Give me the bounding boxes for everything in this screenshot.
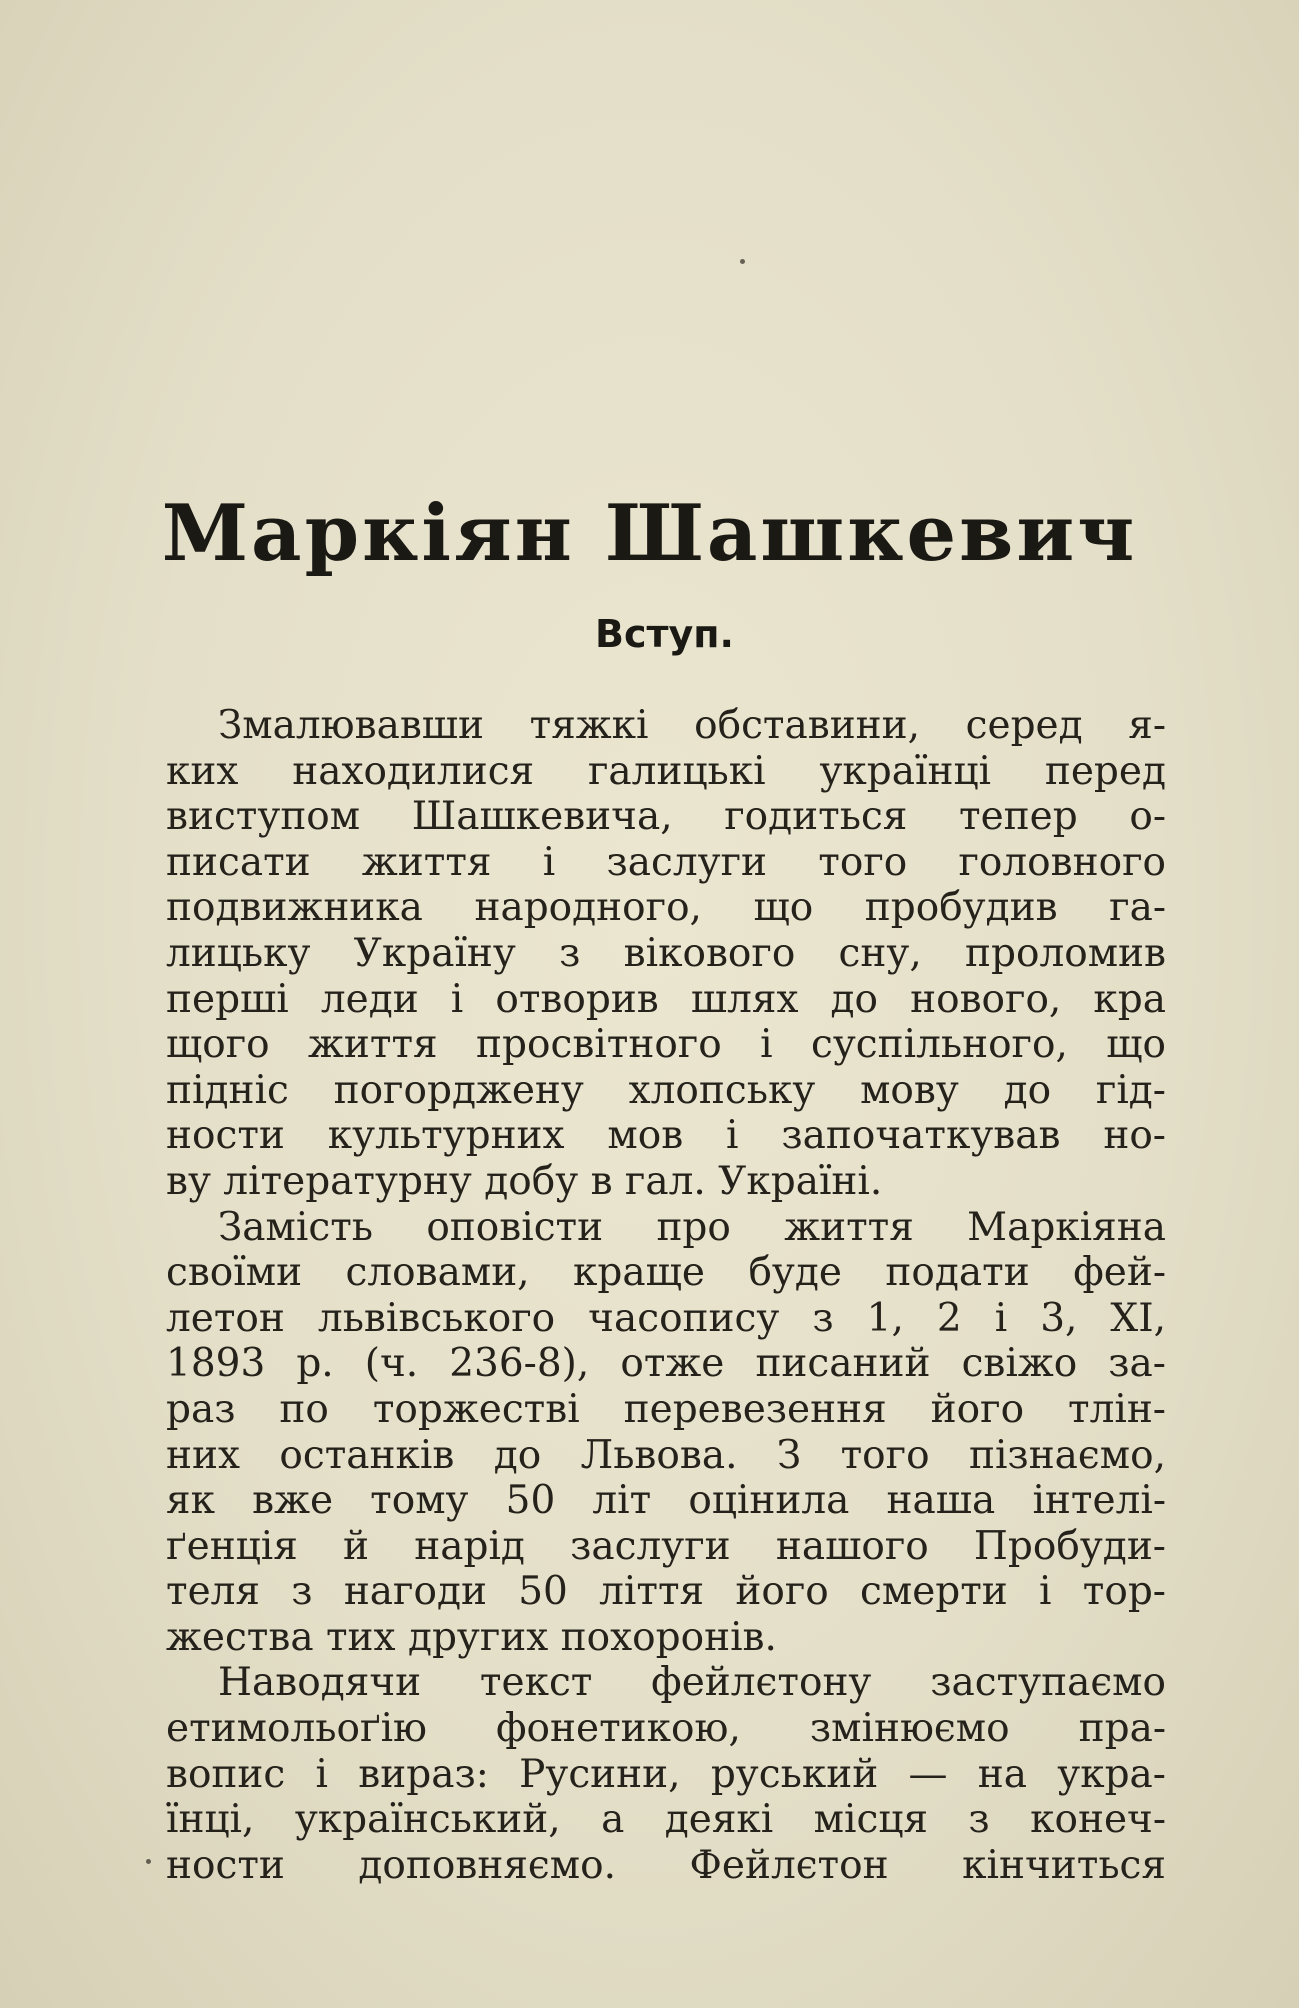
text-line: вопис і вираз: Русини, руський — на укра- [166, 1751, 1166, 1797]
text-line: щого життя просвітного і суспільного, що [166, 1022, 1166, 1068]
text-line: теля з нагоди 50 ліття його смерти і тор- [166, 1569, 1166, 1615]
ink-speck [740, 259, 745, 264]
text-line: їнці, український, а деякі місця з конеч- [166, 1797, 1166, 1843]
ink-speck [146, 1859, 151, 1864]
text-line: подвижника народного, що пробудив га- [166, 885, 1166, 931]
text-line: писати життя і заслуги того головного [166, 839, 1166, 885]
text-line: ности доповняємо. Фейлєтон кінчиться [166, 1842, 1166, 1888]
text-line: етимольоґію фонетикою, змінюємо пра- [166, 1706, 1166, 1752]
text-line: ности культурних мов і започаткував но- [166, 1113, 1166, 1159]
text-line: летон львівського часопису з 1, 2 і 3, XI, [166, 1295, 1166, 1341]
text-line: Наводячи текст фейлєтону заступаємо [218, 1660, 1166, 1706]
text-line: 1893 р. (ч. 236-8), отже писаний свіжо за- [166, 1341, 1166, 1387]
text-line: раз по торжестві перевезення його тлін- [166, 1386, 1166, 1432]
text-line: підніс погорджену хлопську мову до гід- [166, 1067, 1166, 1113]
text-line: як вже тому 50 літ оцінила наша інтелі- [166, 1478, 1166, 1524]
text-line: них останків до Львова. З того пізнаємо, [166, 1432, 1166, 1478]
text-line: ких находилися галицькі українці перед [166, 748, 1166, 794]
text-line: жества тих других похоронів. [166, 1614, 777, 1660]
text-line: виступом Шашкевича, годиться тепер о- [166, 794, 1166, 840]
text-line: Замість оповісти про життя Маркіяна [218, 1204, 1166, 1250]
body-text [166, 703, 1166, 1888]
section-heading: Вступ. [595, 612, 734, 656]
text-line: своїми словами, краще буде подати фей- [166, 1250, 1166, 1296]
text-line: ґенція й нарід заслуги нашого Пробуди- [166, 1523, 1166, 1569]
text-line: Змалювавши тяжкі обставини, серед я- [218, 703, 1166, 748]
text-line: перші леди і отворив шлях до нового, кра [166, 976, 1166, 1022]
text-line: ву літературну добу в гал. Україні. [166, 1158, 883, 1204]
text-line: лицьку Україну з вікового сну, проломив [166, 930, 1166, 976]
chapter-title: Маркіян Шашкевич [161, 488, 1138, 579]
